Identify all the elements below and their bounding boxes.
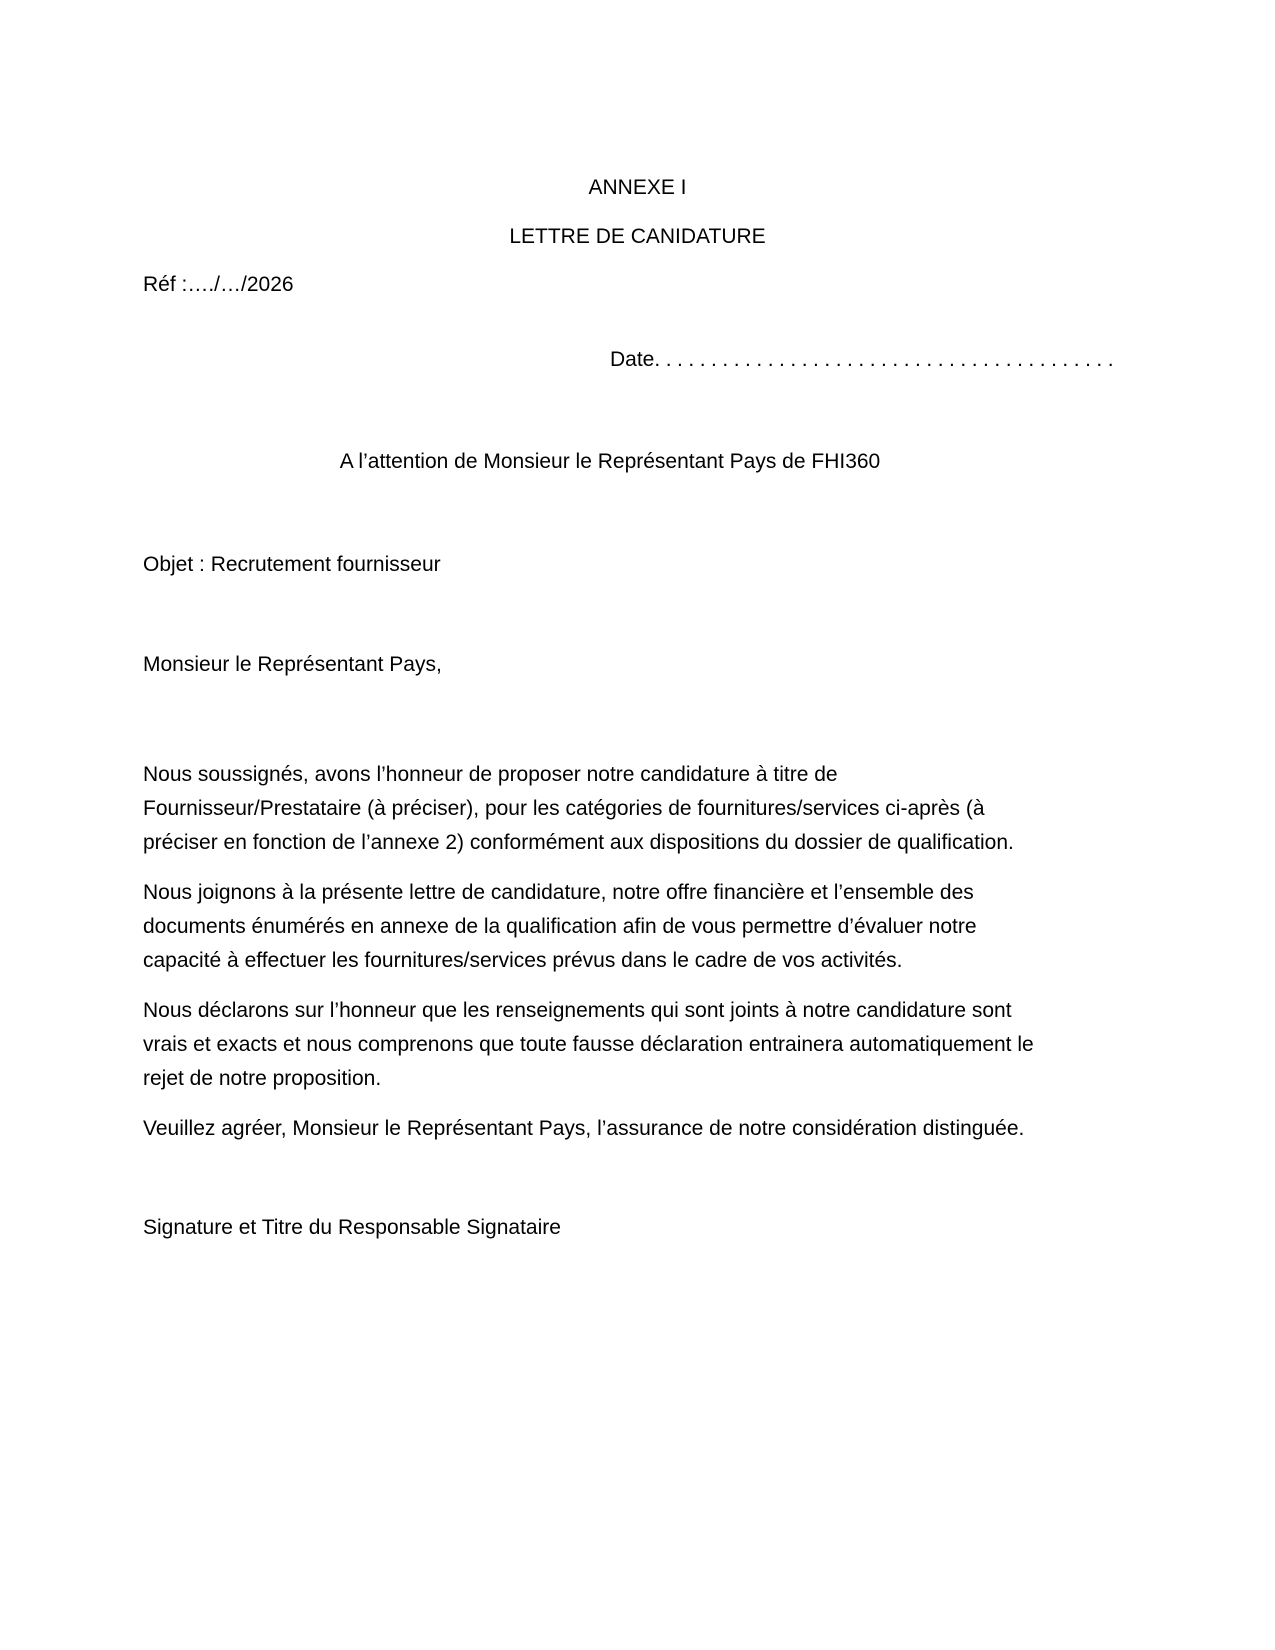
salutation: Monsieur le Représentant Pays, — [143, 653, 442, 676]
reference-line: Réf :…./…/2026 — [143, 273, 294, 296]
paragraph-line: capacité à effectuer les fournitures/services prévus dans le cadre de vos activités. — [143, 949, 903, 972]
signature-line: Signature et Titre du Responsable Signataire — [143, 1216, 561, 1239]
paragraph — [143, 758, 1175, 860]
paragraph-line: Nous soussignés, avons l’honneur de proposer notre candidature à titre de — [143, 763, 838, 786]
paragraph-line: Nous joignons à la présente lettre de candidature, notre offre financière et l’ensemble des — [143, 881, 974, 904]
paragraph — [143, 876, 1175, 978]
paragraph-line: Nous déclarons sur l’honneur que les renseignements qui sont joints à notre candidature sont — [143, 999, 1012, 1022]
paragraph-line: Veuillez agréer, Monsieur le Représentant Pays, l’assurance de notre considération distinguée. — [143, 1117, 1025, 1140]
letter-title: LETTRE DE CANIDATURE — [509, 225, 766, 248]
paragraph-line: rejet de notre proposition. — [143, 1067, 382, 1090]
subject-line: Objet : Recrutement fournisseur — [143, 553, 441, 576]
paragraph-line: préciser en fonction de l’annexe 2) conformément aux dispositions du dossier de qualification. — [143, 831, 1014, 854]
paragraph-line: documents énumérés en annexe de la qualification afin de vous permettre d’évaluer notre — [143, 915, 977, 938]
date-label: Date — [610, 348, 655, 371]
paragraph-line: vrais et exacts et nous comprenons que toute fausse déclaration entrainera automatiquement le — [143, 1033, 1034, 1056]
paragraph-line: Fournisseur/Prestataire (à préciser), pour les catégories de fournitures/services ci-après (à — [143, 797, 985, 820]
letter-body — [143, 758, 1175, 1162]
date-line — [610, 343, 1119, 377]
paragraph — [143, 994, 1175, 1096]
date-dots: ......................................... — [654, 348, 1120, 371]
paragraph — [143, 1112, 1175, 1146]
attention-line: A l’attention de Monsieur le Représentant Pays de FHI360 — [339, 450, 881, 473]
annex-title: ANNEXE I — [588, 176, 687, 199]
